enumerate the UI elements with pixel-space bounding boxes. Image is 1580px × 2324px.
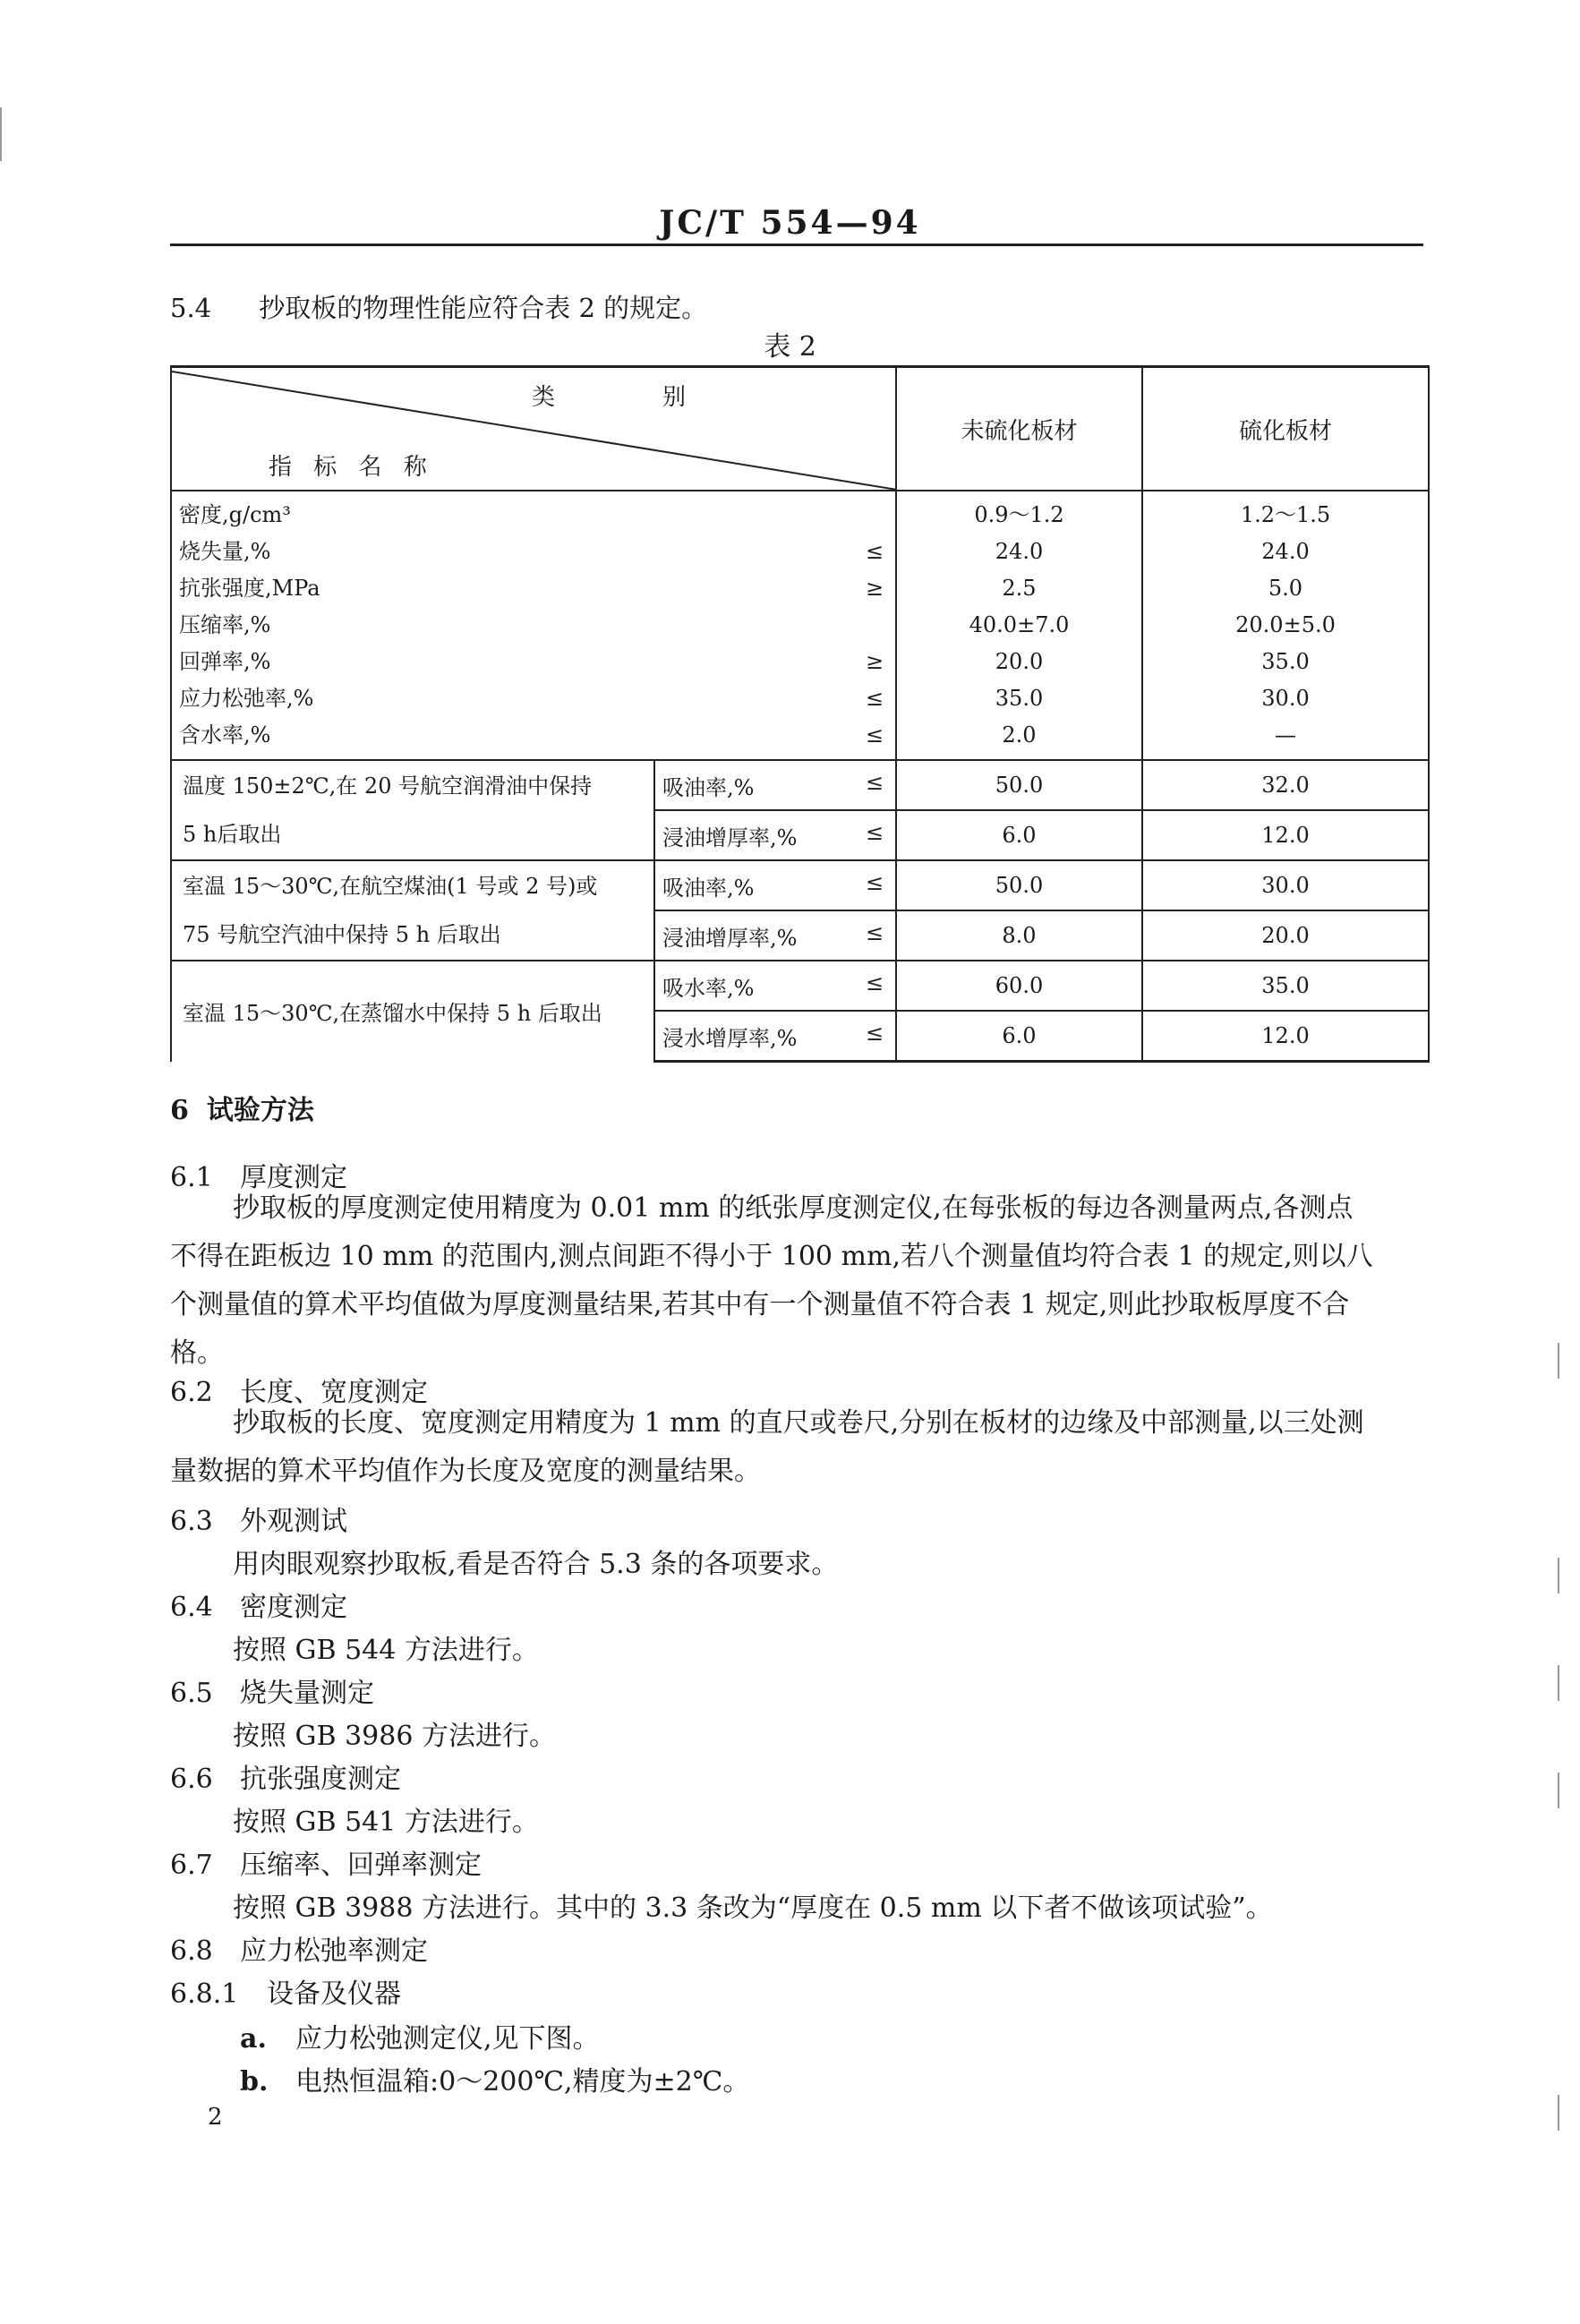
page-number: 2 — [208, 2104, 223, 2131]
section-6-5-heading: 6.5 烧失量测定 — [170, 1678, 374, 1709]
item-name: 浸油增厚率,% ≤ — [654, 910, 896, 961]
value-vulcanized: 20.0 — [1142, 910, 1429, 961]
list-item-a: a. 应力松弛测定仪,见下图。 — [240, 2023, 600, 2055]
test-condition: 室温 15～30℃,在蒸馏水中保持 5 h 后取出 — [171, 961, 654, 1062]
header-vulcanized: 硫化板材 — [1142, 367, 1429, 491]
table-caption: 表 2 — [764, 331, 816, 363]
header-unvulcanized: 未硫化板材 — [896, 367, 1142, 491]
table-2 — [170, 365, 1430, 1063]
scan-edge-mark — [1558, 2095, 1559, 2131]
section-text: 抄取板的物理性能应符合表 2 的规定。 — [259, 293, 708, 323]
group-row — [171, 860, 1429, 910]
section-6-4-heading: 6.4 密度测定 — [170, 1592, 347, 1623]
section-number: 5.4 — [170, 293, 212, 323]
value-unvulcanized: 60.0 — [896, 961, 1142, 1011]
value-unvulcanized: 50.0 — [896, 760, 1142, 810]
basic-properties-block — [171, 491, 1429, 760]
property-row: 应力松弛率,% ≤ — [179, 686, 884, 711]
item-name: 浸水增厚率,% ≤ — [654, 1011, 896, 1062]
scan-edge-mark — [1558, 1665, 1559, 1701]
section-6-8-heading: 6.8 应力松弛率测定 — [170, 1935, 428, 1967]
section-6-7-body: 按照 GB 3988 方法进行。其中的 3.3 条改为“厚度在 0.5 mm 以下者不做该项试验”。 — [233, 1893, 1273, 1924]
section-6-8-1-heading: 6.8.1 设备及仪器 — [170, 1978, 401, 2010]
item-name: 吸油率,% ≤ — [654, 760, 896, 810]
group-row — [171, 760, 1429, 810]
section-5-4 — [170, 288, 707, 325]
item-name: 吸油率,% ≤ — [654, 860, 896, 910]
property-names — [171, 491, 896, 760]
section-6-7-heading: 6.7 压缩率、回弹率测定 — [170, 1850, 482, 1881]
section-6-3-heading: 6.3 外观测试 — [170, 1506, 347, 1537]
value-vulcanized: 12.0 — [1142, 1011, 1429, 1062]
property-row: 密度,g/cm³ — [179, 502, 291, 527]
item-name: 吸水率,% ≤ — [654, 961, 896, 1011]
header-rule — [170, 244, 1423, 246]
value-unvulcanized: 6.0 — [896, 810, 1142, 860]
property-row: 压缩率,% — [179, 612, 271, 637]
section-6-6-body: 按照 GB 541 方法进行。 — [233, 1807, 539, 1838]
header-category-2: 别 — [662, 384, 687, 411]
list-item-b: b. 电热恒温箱:0～200℃,精度为±2℃。 — [240, 2066, 750, 2098]
group-row — [171, 961, 1429, 1011]
value-unvulcanized: 50.0 — [896, 860, 1142, 910]
section-6-6-heading: 6.6 抗张强度测定 — [170, 1764, 401, 1795]
value-vulcanized: 12.0 — [1142, 810, 1429, 860]
property-row: 含水率,% ≤ — [179, 722, 884, 748]
unvulcanized-values: 0.9～1.2 24.0 2.5 40.0±7.0 20.0 35.0 2.0 — [896, 491, 1142, 760]
value-vulcanized: 35.0 — [1142, 961, 1429, 1011]
test-condition: 室温 15～30℃,在航空煤油(1 号或 2 号)或 75 号航空汽油中保持 5 h 后取出 — [171, 860, 654, 961]
value-vulcanized: 30.0 — [1142, 860, 1429, 910]
scan-edge-mark — [1558, 1343, 1559, 1379]
header-category: 类 — [532, 384, 558, 411]
diagonal-header-cell — [171, 367, 896, 491]
section-6-3-body: 用肉眼观察抄取板,看是否符合 5.3 条的各项要求。 — [233, 1549, 839, 1580]
section-6-4-body: 按照 GB 544 方法进行。 — [233, 1635, 539, 1666]
property-row: 抗张强度,MPa ≥ — [179, 576, 884, 601]
header-indicator-name: 指 标 名 称 — [269, 454, 434, 481]
item-name: 浸油增厚率,% ≤ — [654, 810, 896, 860]
section-6-heading: 6 试验方法 — [170, 1095, 314, 1126]
property-row: 烧失量,% ≤ — [179, 539, 884, 564]
test-condition: 温度 150±2℃,在 20 号航空润滑油中保持 5 h后取出 — [171, 760, 654, 860]
property-row: 回弹率,% ≥ — [179, 649, 884, 674]
section-6-2-body: 抄取板的长度、宽度测定用精度为 1 mm 的直尺或卷尺,分别在板材的边缘及中部测量,以三处测 量数据的算术平均值作为长度及宽度的测量结果。 — [170, 1407, 1364, 1487]
section-6-5-body: 按照 GB 3986 方法进行。 — [233, 1721, 556, 1752]
standard-code-header: JC/T 554—94 — [659, 204, 921, 242]
scan-edge-mark — [0, 107, 2, 161]
section-6-2-heading: 6.2 长度、宽度测定 — [170, 1377, 428, 1408]
vulcanized-values: 1.2～1.5 24.0 5.0 20.0±5.0 35.0 30.0 — — [1142, 491, 1429, 760]
value-vulcanized: 32.0 — [1142, 760, 1429, 810]
section-6-1-heading: 6.1 厚度测定 — [170, 1162, 347, 1193]
scan-edge-mark — [1558, 1773, 1559, 1808]
scan-edge-mark — [1558, 1558, 1559, 1593]
value-unvulcanized: 6.0 — [896, 1011, 1142, 1062]
value-unvulcanized: 8.0 — [896, 910, 1142, 961]
section-6-1-body: 抄取板的厚度测定使用精度为 0.01 mm 的纸张厚度测定仪,在每张板的每边各测量两点,各测点 不得在距板边 10 mm 的范围内,测点间距不得小于 100 mm,若八个测量值均符合表 1 的规定,则以八 个测量值的算术平均值做为厚度测量结果,若其中有一个测量值不符合表 1 规定,则此抄取板厚度不合 格。 — [170, 1192, 1373, 1369]
